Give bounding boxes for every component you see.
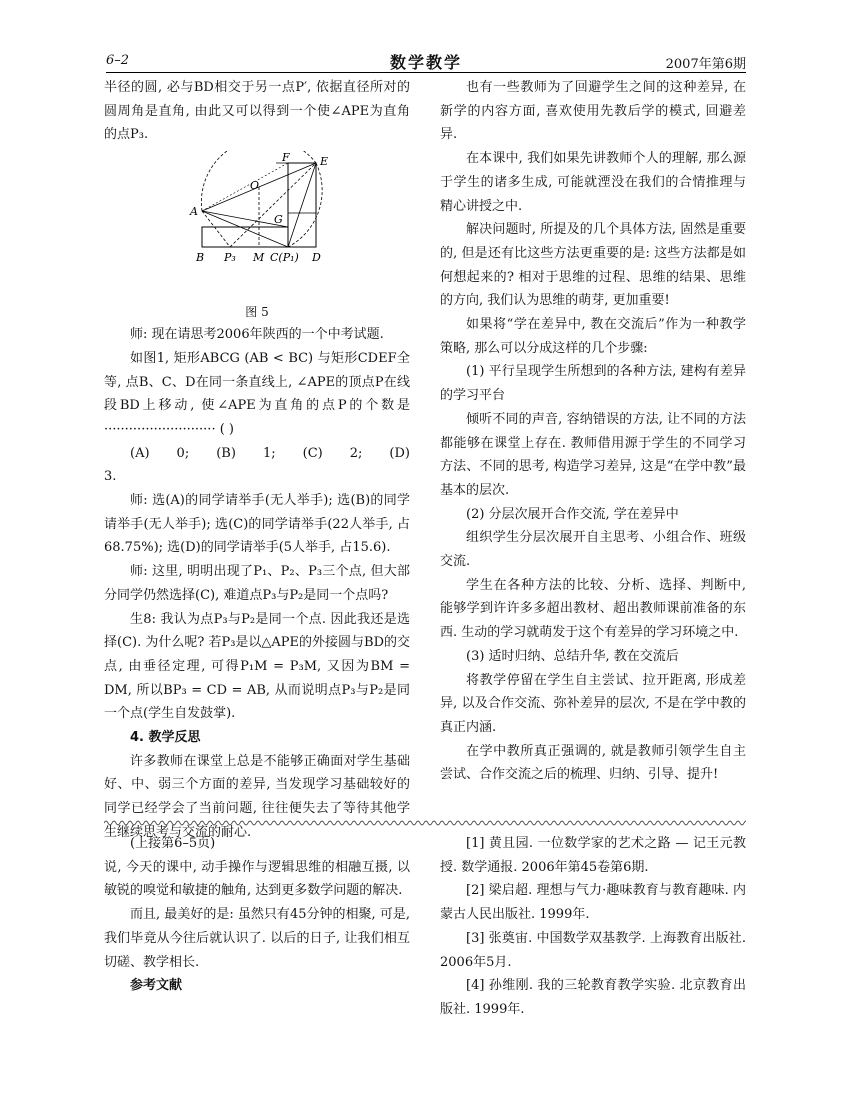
label-b: B (196, 251, 205, 265)
references-list (440, 832, 746, 1022)
paragraph: 学生在各种方法的比较、分析、选择、判断中, 能够学到许许多多超出教材、超出教师课前准备的东西. 生动的学习就萌发于这个有差异的学习环境之中. (440, 577, 746, 641)
section-heading: 4. 教学反思 (130, 730, 201, 746)
step-heading: (1) 平行呈现学生所想到的各种方法, 建构有差异的学习平台 (440, 364, 746, 404)
label-g: G (274, 213, 283, 227)
references-heading: 参考文献 (130, 978, 183, 994)
paragraph: 倾听不同的声音, 容纳错误的方法, 让不同的方法都能够在课堂上存在. 教师借用源于学生的不同学习方法、不同的思考, 构造学习差异, 这是“在学中教”最基本的层次. (440, 411, 746, 498)
paragraph: 解决问题时, 所提及的几个具体方法, 固然是重要的, 但是还有比这些方法更重要的是: 这些方法都是如何想起来的? 相对于思维的过程、思维的结果、思维的方向, 我们认为思维的萌芽, 更加重要! (440, 222, 746, 309)
label-f: F (282, 151, 290, 165)
answer-choices: (A) 0; (B) 1; (C) 2; (D) 3. (104, 445, 410, 485)
wavy-divider (104, 818, 746, 828)
label-a: A (190, 205, 198, 219)
paragraph: 也有一些教师为了回避学生之间的这种差异, 在新学的内容方面, 喜欢使用先教后学的模式, 回避差异. (440, 80, 746, 143)
left-column (104, 76, 410, 845)
paragraph: 师: 选(A)的同学请举手(无人举手); 选(B)的同学请举手(无人举手); 选(C)的同学请举手(22人举手, 占68.75%); 选(D)的同学请举手(5人举手, 占15.6). (104, 493, 410, 556)
paragraph: 师: 现在请思考2006年陕西的一个中考试题. (130, 327, 384, 343)
paragraph: 生8: 我认为点P₃与P₂是同一个点. 因此我还是选择(C). 为什么呢? 若P₃是以△APE的外接圆与BD的交点, 由垂径定理, 可得P₁M = P₃M, 又因为BM = DM, 所以BP₃ = CD = AB, 从而说明点P₃与P₂是同一个点(学生自发鼓掌). (104, 611, 411, 722)
page-header (106, 50, 746, 73)
continued-column (104, 832, 410, 998)
step-heading: (3) 适时归纳、总结升华, 教在交流后 (466, 648, 679, 664)
paragraph: 如图1, 矩形ABCG (AB < BC) 与矩形CDEF全等, 点B、C、D在同一条直线上, ∠APE的顶点P在线段BD上移动, 使∠APE为直角的点P的个数是··························· ( ) (104, 350, 410, 437)
paragraph: 如果将“学在差异中, 教在交流后”作为一种教学策略, 那么可以分成这样的几个步骤: (440, 317, 746, 356)
paragraph: 半径的圆, 必与BD相交于另一点P′, 依据直径所对的圆周角是直角, 由此又可以得到一个使∠APE为直角的点P₃. (104, 80, 410, 143)
paragraph: 说, 今天的课中, 动手操作与逻辑思维的相融互摄, 以敏锐的嗅觉和敏捷的触角, 达到更多数学问题的解决. (104, 859, 410, 899)
paragraph: 在本课中, 我们如果先讲教师个人的理解, 那么源于学生的诸多生成, 可能就湮没在我们的合情推理与精心讲授之中. (440, 151, 746, 214)
page-number: 6–2 (106, 53, 130, 68)
label-m: M (253, 251, 265, 265)
reference-item: [1] 黄且园. 一位数学家的艺术之路 — 记王元教授. 数学通报. 2006年第45卷第6期. (440, 836, 746, 875)
paragraph: 许多教师在课堂上总是不能够正确面对学生基础好、中、弱三个方面的差异, 当发现学习基础较好的同学已经学会了当前问题, 往往便失去了等待其他学生继续思考与交流的耐心. (104, 753, 410, 840)
paragraph: 在学中教所真正强调的, 就是教师引领学生自主尝试、合作交流之后的梳理、归纳、引导、提升! (440, 743, 746, 783)
continued-note: (上接第6–5页) (130, 836, 216, 851)
geometry-diagram (164, 151, 354, 301)
right-column (440, 76, 746, 787)
step-heading: (2) 分层次展开合作交流, 学在差异中 (466, 506, 679, 522)
reference-item: [2] 梁启超. 理想与气力·趣味教育与教育趣味. 内蒙古人民出版社. 1999年. (440, 883, 746, 923)
paragraph: 而且, 最美好的是: 虽然只有45分钟的相聚, 可是, 我们毕竟从今往后就认识了. 以后的日子, 让我们相互切磋、教学相长. (104, 907, 410, 970)
paragraph: 师: 这里, 明明出现了P₁、P₂、P₃三个点, 但大部分同学仍然选择(C), 难道点P₃与P₂是同一个点吗? (104, 564, 410, 603)
issue-label: 2007年第6期 (665, 57, 746, 72)
label-e: E (320, 155, 329, 169)
label-d: D (312, 251, 321, 265)
label-p3: P₃ (224, 251, 236, 265)
label-c-p1: C(P₁) (270, 251, 299, 265)
paragraph: 组织学生分层次展开自主思考、小组合作、班级交流. (440, 530, 746, 570)
label-o: O (250, 179, 260, 193)
reference-item: [4] 孙维刚. 我的三轮教育教学实验. 北京教育出版社. 1999年. (440, 978, 746, 1017)
figure-caption: 图 5 (245, 305, 269, 320)
rect-abcg (202, 227, 288, 247)
reference-item: [3] 张奠宙. 中国数学双基教学. 上海教育出版社. 2006年5月. (440, 930, 746, 970)
paragraph: 将教学停留在学生自主尝试、拉开距离, 形成差异, 以及合作交流、弥补差异的层次, 不是在学中教的真正内涵. (440, 672, 746, 735)
journal-title: 数学教学 (389, 53, 462, 72)
figure-5 (104, 147, 410, 323)
